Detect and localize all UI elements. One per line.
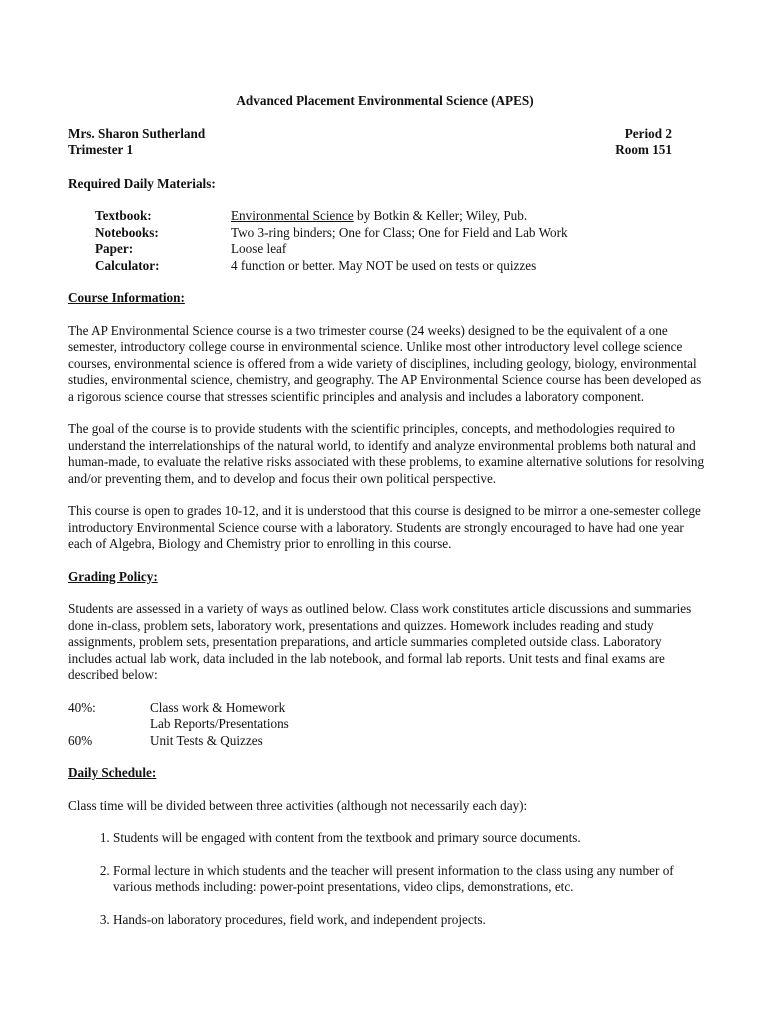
schedule-intro: Class time will be divided between three activities (although not necessarily each day):	[68, 797, 528, 813]
header-row-1	[68, 126, 672, 143]
grade-description: Unit Tests & Quizzes	[150, 732, 263, 748]
material-label: Calculator:	[95, 257, 160, 273]
material-row	[95, 258, 708, 275]
period: Period 2	[624, 125, 672, 141]
grade-row	[68, 733, 708, 750]
grading-paragraph: Students are assessed in a variety of ways as outlined below. Class work constitutes article discussions and summaries done in-class, problem sets, laboratory work, presentations and quizzes. Homework includes reading and study assignments, problem sets, presentation preparations, and article summaries completed outside class. Laboratory includes actual lab work, data included in the lab notebook, and formal lab reports. Unit tests and final exams are described below:	[68, 601, 692, 682]
material-row	[95, 225, 708, 242]
materials-list	[95, 208, 708, 274]
material-value: Two 3-ring binders; One for Class; One for Field and Lab Work	[231, 224, 568, 240]
grade-description: Class work & Homework	[150, 699, 286, 715]
course-info-paragraph-2: The goal of the course is to provide students with the scientific principles, concepts, and methodologies required to understand the interrelationships of the natural world, to identify and analyze environmental problems both natural and human-made, to evaluate the relative risks associated with these problems, to examine alternative solutions for resolving and/or preventing them, and to develop and focus their own political perspective.	[68, 421, 705, 486]
trimester: Trimester 1	[68, 142, 134, 157]
grade-percent: 40%:	[68, 699, 96, 715]
grade-percent: 60%	[68, 732, 93, 748]
material-label: Paper:	[95, 241, 134, 256]
textbook-details: by Botkin & Keller; Wiley, Pub.	[353, 208, 528, 223]
schedule-list	[68, 830, 708, 928]
material-row	[95, 241, 708, 258]
header-row-2	[68, 142, 672, 159]
material-label: Textbook:	[95, 208, 152, 223]
teacher-name: Mrs. Sharon Sutherland	[68, 125, 206, 141]
grade-percent	[68, 716, 150, 733]
grade-row	[68, 700, 708, 717]
grading-heading: Grading Policy:	[68, 568, 158, 584]
material-label: Notebooks:	[95, 224, 159, 240]
grading-breakdown	[68, 700, 708, 750]
list-item: 1. Students will be engaged with content from the textbook and primary source documents.	[113, 830, 708, 847]
material-row	[95, 208, 708, 225]
list-item: 2. Formal lecture in which students and the teacher will present information to the class using any number of various methods including: power-point presentations, video clips, demonstrations, etc.	[113, 863, 708, 896]
grade-description: Lab Reports/Presentations	[150, 716, 289, 731]
grade-row	[68, 716, 708, 733]
course-info-paragraph-1: The AP Environmental Science course is a two trimester course (24 weeks) designed to be the equivalent of a one semester, introductory college course in environmental science. Unlike most other introductory level college science courses, environmental science is offered from a wide variety of disciplines, including geology, biology, environmental studies, environmental science, chemistry, and geography. The AP Environmental Science course has been developed as a rigorous science course that stresses scientific principles and analysis and includes a laboratory component.	[68, 322, 702, 404]
room: Room 151	[615, 142, 672, 157]
course-info-paragraph-3: This course is open to grades 10-12, and it is understood that this course is designed to be mirror a one-semester college introductory Environmental Science course with a laboratory. Students are strongly encouraged to have had one year each of Algebra, Biology and Chemistry prior to enrolling in this course.	[68, 503, 701, 551]
course-info-heading: Course Information:	[68, 290, 185, 305]
material-value: Loose leaf	[231, 241, 287, 256]
material-value: 4 function or better. May NOT be used on tests or quizzes	[231, 257, 537, 273]
textbook-title: Environmental Science	[231, 208, 354, 223]
document-page	[68, 93, 708, 944]
material-value	[231, 208, 527, 225]
document-title: Advanced Placement Environmental Science (APES)	[236, 93, 534, 108]
list-item: 3. Hands-on laboratory procedures, field work, and independent projects.	[113, 912, 708, 929]
schedule-heading: Daily Schedule:	[68, 765, 157, 780]
materials-heading: Required Daily Materials:	[68, 175, 216, 191]
